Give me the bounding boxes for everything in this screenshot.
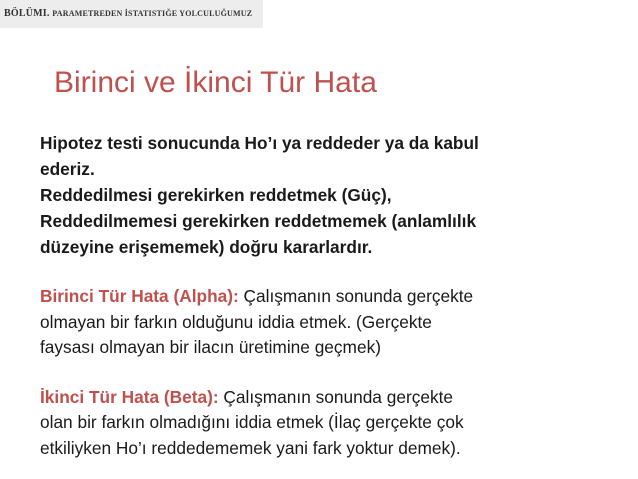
- intro-line: Reddedilmemesi gerekirken reddetmemek (anlamlılık: [40, 211, 477, 231]
- slide-body: [40, 130, 610, 461]
- chapter-label: BÖLÜMI.: [4, 8, 50, 19]
- chapter-subtitle: PARAMETREDEN İSTATISTIĞE YOLCULUĞUMUZ: [52, 9, 253, 18]
- type1-error-term: Birinci Tür Hata (Alpha):: [40, 286, 239, 306]
- intro-line: ederiz.: [40, 159, 95, 179]
- type2-error-term: İkinci Tür Hata (Beta):: [40, 386, 219, 407]
- intro-line: düzeyine erişememek) doğru kararlardır.: [40, 237, 373, 257]
- intro-paragraph: [40, 130, 610, 260]
- spacer: [40, 361, 610, 385]
- type1-error-text: Çalışmanın sonunda gerçekte: [238, 286, 474, 306]
- type2-error-definition: [40, 385, 610, 462]
- type1-error-line: faysası olmayan bir ilacın üretimine geçmek): [40, 337, 381, 357]
- type2-error-line: etkiliyken Ho’ı reddedememek yani fark yoktur demek).: [40, 437, 461, 458]
- type2-error-line: olan bir farkın olmadığını iddia etmek (İlaç gerçekte çok: [40, 412, 464, 432]
- type1-error-definition: [40, 284, 610, 361]
- type1-error-line: olmayan bir farkın olduğunu iddia etmek. (Gerçekte: [40, 311, 432, 332]
- intro-line: Reddedilmesi gerekirken reddetmek (Güç),: [40, 185, 392, 205]
- chapter-header: [4, 8, 252, 19]
- type2-error-text: Çalışmanın sonunda gerçekte: [218, 386, 454, 407]
- spacer: [40, 260, 610, 284]
- intro-line: Hipotez testi sonucunda Ho’ı ya reddeder ya da kabul: [40, 133, 479, 153]
- slide-title: Birinci ve İkinci Tür Hata: [54, 66, 377, 99]
- chapter-header-bar: [0, 0, 263, 28]
